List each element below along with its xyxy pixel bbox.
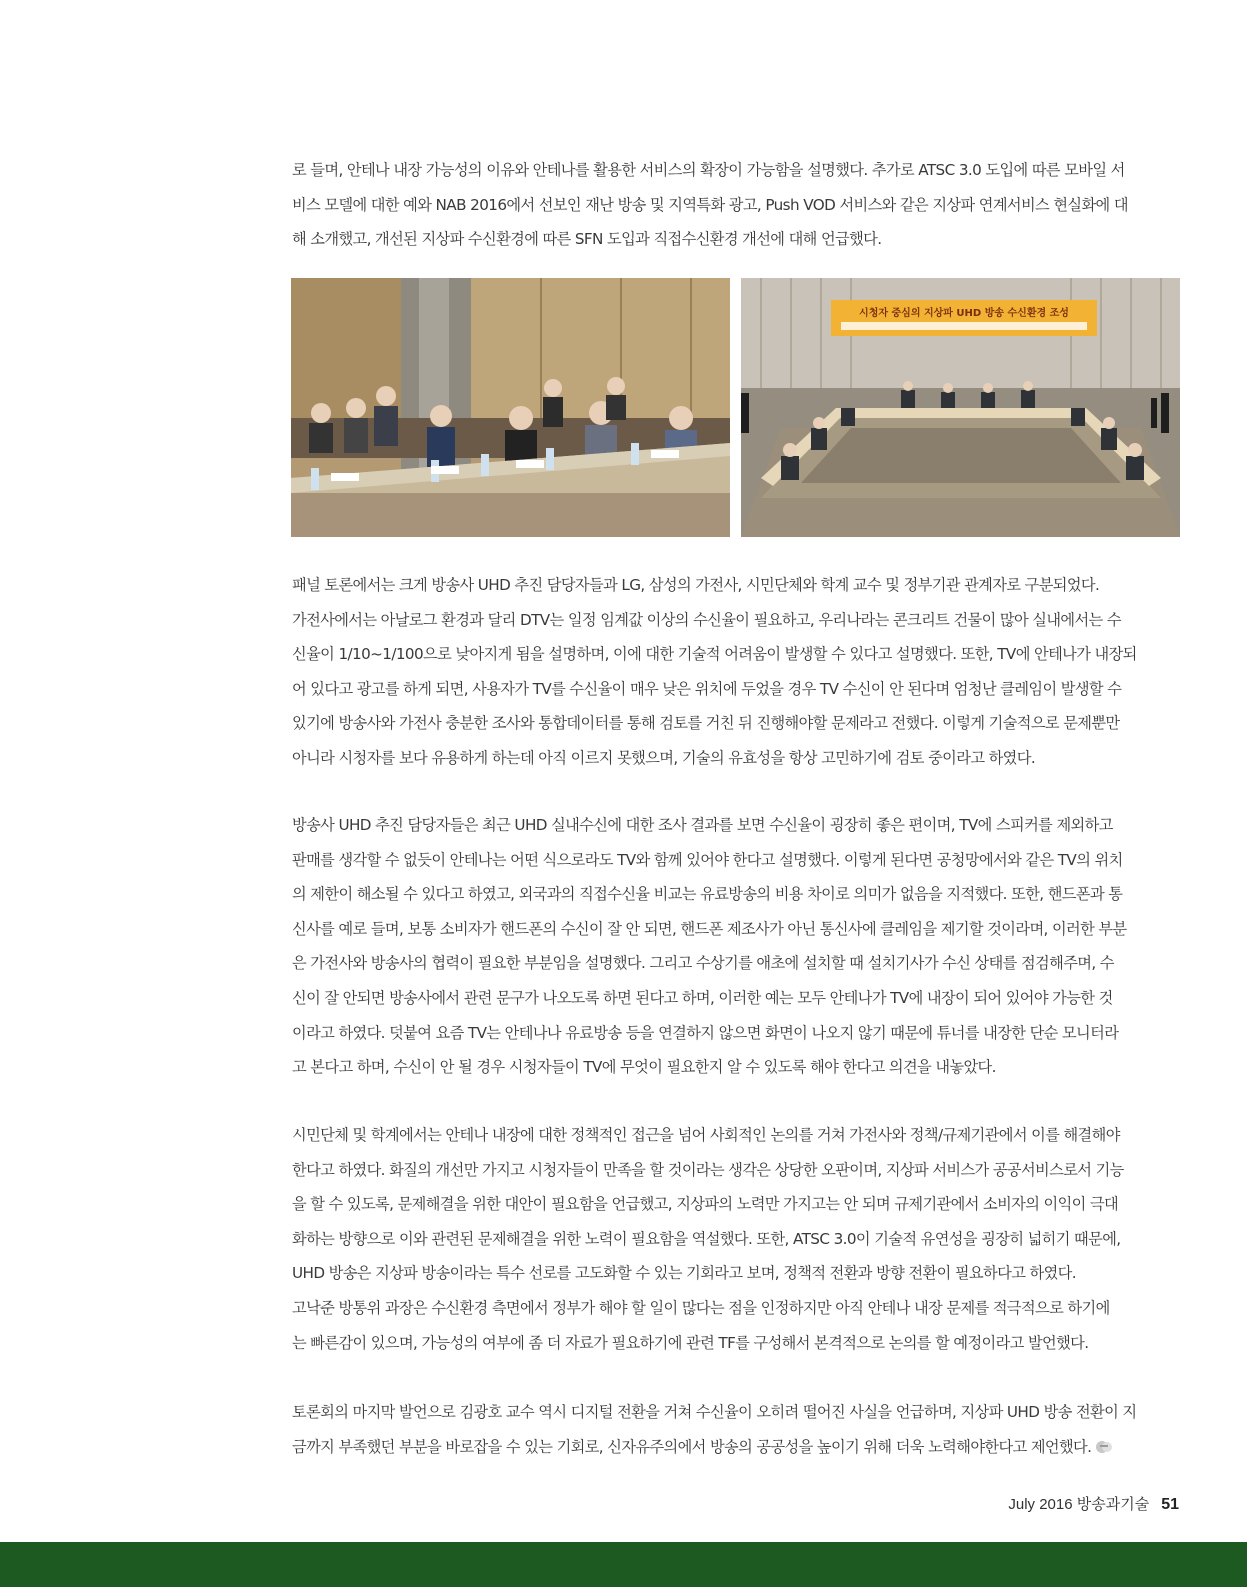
text-line: 판매를 생각할 수 없듯이 안테나는 어떤 식으로라도 TV와 함께 있어야 한다고 설명했다. 이렇게 된다면 공청망에서와 같은 TV의 위치 <box>292 850 1123 869</box>
text-line: UHD 방송은 지상파 방송이라는 특수 선로를 고도화할 수 있는 기회라고 보며, 정책적 전환과 방향 전환이 필요하다고 하였다. <box>292 1264 1076 1283</box>
text-line: 해 소개했고, 개선된 지상파 수신환경에 따른 SFN 도입과 직접수신환경 개선에 대해 언급했다. <box>292 230 882 249</box>
text-line: 신율이 1/10~1/100으로 낮아지게 됨을 설명하며, 이에 대한 기술적 어려움이 발생할 수 있다고 설명했다. 또한, TV에 안테나가 내장되 <box>292 645 1137 664</box>
text-line: 고낙준 방통위 과장은 수신환경 측면에서 정부가 해야 할 일이 많다는 점을 인정하지만 아직 안테나 내장 문제를 적극적으로 하기에 <box>292 1298 1110 1317</box>
text-line <box>292 1430 1180 1465</box>
text-line: 아니라 시청자를 보다 유용하게 하는데 아직 이르지 못했으며, 기술의 유효성을 항상 고민하기에 검토 중이라고 하였다. <box>292 748 1036 767</box>
text-line: 화하는 방향으로 이와 관련된 문제해결을 위한 노력이 필요함을 역설했다. 또한, ATSC 3.0이 기술적 유연성을 굉장히 넓히기 때문에, <box>292 1229 1121 1248</box>
page-number: 51 <box>1161 1496 1179 1513</box>
text-line: 시민단체 및 학계에서는 안테나 내장에 대한 정책적인 접근을 넘어 사회적인 논의를 거쳐 가전사와 정책/규제기관에서 이를 해결해야 <box>292 1126 1120 1144</box>
text-line: 어 있다고 광고를 하게 되면, 사용자가 TV를 수신율이 매우 낮은 위치에 두었을 경우 TV 수신이 안 된다며 엄청난 클레임이 발생할 수 <box>292 679 1122 698</box>
bottom-bar <box>0 1542 1247 1587</box>
text-line: 신이 잘 안되면 방송사에서 관련 문구가 나오도록 하면 된다고 하며, 이러한 예는 모두 안테나가 TV에 내장이 되어 있어야 가능한 것 <box>292 988 1113 1007</box>
text-line-content: 금까지 부족했던 부분을 바로잡을 수 있는 기회로, 신자유주의에서 방송의 공공성을 높이기 위해 더욱 노력해야한다고 제언했다. <box>292 1437 1092 1456</box>
paragraph-5 <box>292 1395 1180 1464</box>
paragraph-4 <box>292 1118 1180 1360</box>
text-line: 패널 토론에서는 크게 방송사 UHD 추진 담당자들과 LG, 삼성의 가전사, 시민단체와 학계 교수 및 정부기관 관계자로 구분되었다. <box>292 576 1100 594</box>
text-line: 의 제한이 해소될 수 있다고 하였고, 외국과의 직접수신율 비교는 유료방송의 비용 차이로 의미가 없음을 지적했다. 또한, 핸드폰과 통 <box>292 885 1123 904</box>
text-line: 신사를 예로 들며, 보통 소비자가 핸드폰의 수신이 잘 안 되면, 핸드폰 제조사가 아닌 통신사에 클레임을 제기할 것이라며, 이러한 부분 <box>292 919 1127 938</box>
text-line: 을 할 수 있도록, 문제해결을 위한 대안이 필요함을 언급했고, 지상파의 노력만 가지고는 안 되며 규제기관에서 소비자의 이익이 극대 <box>292 1195 1119 1214</box>
text-line: 고 본다고 하며, 수신이 안 될 경우 시청자들이 TV에 무엇이 필요한지 알 수 있도록 해야 한다고 의견을 내놓았다. <box>292 1058 996 1077</box>
text-line: 있기에 방송사와 가전사 충분한 조사와 통합데이터를 통해 검토를 거친 뒤 진행해야할 문제라고 전했다. 이렇게 기술적으로 문제뿐만 <box>292 714 1120 733</box>
text-line: 방송사 UHD 추진 담당자들은 최근 UHD 실내수신에 대한 조사 결과를 보면 수신율이 굉장히 좋은 편이며, TV에 스피커를 제외하고 <box>292 816 1113 834</box>
text-line: 로 들며, 안테나 내장 가능성의 이유와 안테나를 활용한 서비스의 확장이 가능함을 설명했다. 추가로 ATSC 3.0 도입에 따른 모바일 서 <box>292 161 1125 179</box>
paragraph-2 <box>292 568 1180 776</box>
end-mark-icon <box>1095 1440 1113 1454</box>
text-line: 는 빠른감이 있으며, 가능성의 여부에 좀 더 자료가 필요하기에 관련 TF를 구성해서 본격적으로 논의를 할 예정이라고 발언했다. <box>292 1333 1089 1352</box>
banner-text: 시청자 중심의 지상파 UHD 방송 수신환경 조성 <box>859 308 1069 319</box>
paragraph-1 <box>292 153 1180 257</box>
text-line: 비스 모델에 대한 예와 NAB 2016에서 선보인 재난 방송 및 지역특화 광고, Push VOD 서비스와 같은 지상파 연계서비스 현실화에 대 <box>292 195 1128 214</box>
photo-forum-hall <box>741 278 1180 537</box>
paragraph-3 <box>292 808 1180 1085</box>
text-line: 이라고 하였다. 덧붙여 요즘 TV는 안테나나 유료방송 등을 연결하지 않으면 화면이 나오지 않기 때문에 튜너를 내장한 단순 모니터라 <box>292 1023 1119 1042</box>
text-line: 토론회의 마지막 발언으로 김광호 교수 역시 디지털 전환을 거쳐 수신율이 오히려 떨어진 사실을 언급하며, 지상파 UHD 방송 전환이 지 <box>292 1403 1137 1421</box>
text-line: 한다고 하였다. 화질의 개선만 가지고 시청자들이 만족을 할 것이라는 생각은 상당한 오판이며, 지상파 서비스가 공공서비스로서 기능 <box>292 1160 1124 1179</box>
text-line: 은 가전사와 방송사의 협력이 필요한 부분임을 설명했다. 그리고 수상기를 애초에 설치할 때 설치기사가 수신 상태를 점검해주며, 수 <box>292 954 1114 973</box>
page-footer <box>1008 1493 1179 1514</box>
text-line: 가전사에서는 아날로그 환경과 달리 DTV는 일정 임계값 이상의 수신율이 필요하고, 우리나라는 콘크리트 건물이 많아 실내에서는 수 <box>292 610 1121 629</box>
issue-label: July 2016 방송과기술 <box>1008 1496 1150 1513</box>
photo-panel-participants <box>291 278 730 537</box>
